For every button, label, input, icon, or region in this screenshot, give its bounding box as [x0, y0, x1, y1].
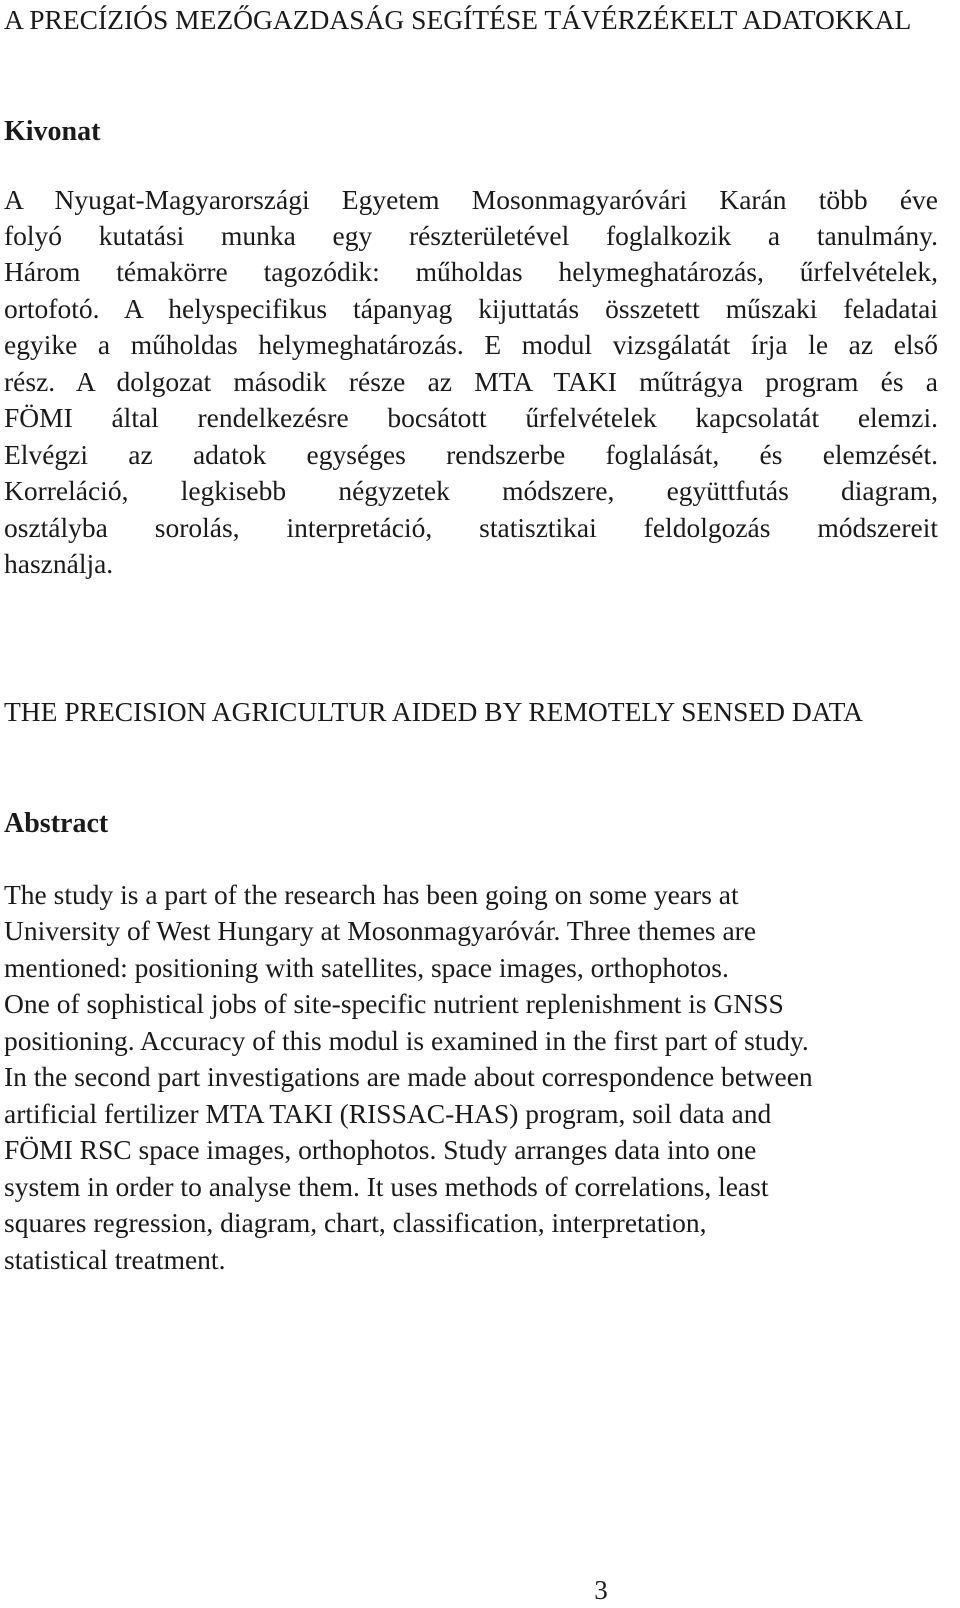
hungarian-abstract-line: rész. A dolgozat második része az MTA TAKI műtrágya program és a: [4, 366, 938, 397]
english-abstract-line: mentioned: positioning with satellites, space images, orthophotos.: [4, 952, 729, 983]
hungarian-heading: Kivonat: [4, 116, 101, 147]
hungarian-abstract-line: Elvégzi az adatok egységes rendszerbe foglalását, és elemzését.: [4, 439, 938, 470]
hungarian-abstract-line: használja.: [4, 548, 114, 579]
hungarian-abstract-line: ortofotó. A helyspecifikus tápanyag kijuttatás összetett műszaki feladatai: [4, 293, 938, 324]
english-abstract-line: statistical treatment.: [4, 1244, 226, 1275]
hungarian-abstract-line: A Nyugat-Magyarországi Egyetem Mosonmagyaróvári Karán több éve: [4, 184, 938, 215]
hungarian-abstract-line: Korreláció, legkisebb négyzetek módszere, együttfutás diagram,: [4, 475, 938, 506]
english-abstract-line: artificial fertilizer MTA TAKI (RISSAC-HAS) program, soil data and: [4, 1098, 772, 1129]
hungarian-abstract-line: Három témakörre tagozódik: műholdas helymeghatározás, űrfelvételek,: [4, 256, 938, 287]
hungarian-title: A PRECÍZIÓS MEZŐGAZDASÁG SEGÍTÉSE TÁVÉRZÉKELT ADATOKKAL: [4, 4, 912, 35]
hungarian-abstract-line: osztályba sorolás, interpretáció, statisztikai feldolgozás módszereit: [4, 512, 938, 543]
page-number: 3: [594, 1575, 608, 1605]
english-abstract-line: squares regression, diagram, chart, classification, interpretation,: [4, 1207, 707, 1238]
english-abstract-line: FÖMI RSC space images, orthophotos. Study arranges data into one: [4, 1134, 757, 1165]
english-abstract-line: One of sophistical jobs of site-specific nutrient replenishment is GNSS: [4, 988, 784, 1019]
hungarian-abstract-line: FÖMI által rendelkezésre bocsátott űrfelvételek kapcsolatát elemzi.: [4, 402, 938, 433]
hungarian-abstract-line: folyó kutatási munka egy részterületével foglalkozik a tanulmány.: [4, 220, 938, 251]
hungarian-abstract-line: egyike a műholdas helymeghatározás. E modul vizsgálatát írja le az első: [4, 329, 938, 360]
english-abstract-line: University of West Hungary at Mosonmagyaróvár. Three themes are: [4, 915, 757, 946]
english-heading: Abstract: [4, 808, 109, 839]
english-abstract-line: The study is a part of the research has been going on some years at: [4, 879, 739, 910]
english-title: THE PRECISION AGRICULTUR AIDED BY REMOTELY SENSED DATA: [4, 696, 864, 727]
english-abstract-line: In the second part investigations are made about correspondence between: [4, 1061, 813, 1092]
english-abstract-line: system in order to analyse them. It uses methods of correlations, least: [4, 1171, 769, 1202]
english-abstract-line: positioning. Accuracy of this modul is examined in the first part of study.: [4, 1025, 809, 1056]
